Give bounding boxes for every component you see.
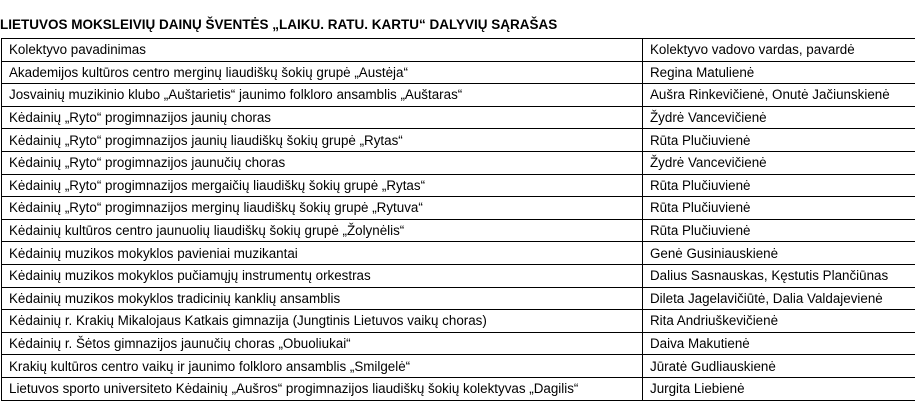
leader-name-cell: Dalius Sasnauskas, Kęstutis Plančiūnas: [643, 264, 915, 287]
document-title: LIETUVOS MOKSLEIVIŲ DAINŲ ŠVENTĖS „LAIKU. RATU. KARTU“ DALYVIŲ SĄRAŠAS: [0, 17, 558, 32]
leader-name-cell: Rūta Plučiuvienė: [643, 219, 915, 242]
table-row: [2, 129, 915, 152]
table-row: [2, 84, 915, 107]
header-leader-name: Kolektyvo vadovo vardas, pavardė: [643, 39, 915, 62]
ensemble-name-cell: Kėdainių muzikos mokyklos pavieniai muzikantai: [2, 242, 643, 265]
leader-name-cell: Žydrė Vancevičienė: [643, 106, 915, 129]
ensemble-name-cell: Kėdainių muzikos mokyklos pučiamųjų instrumentų orkestras: [2, 264, 643, 287]
leader-name-cell: Genė Gusiniauskienė: [643, 242, 915, 265]
table-row: [2, 174, 915, 197]
table-row: [2, 219, 915, 242]
leader-name-cell: Rita Andriuškevičienė: [643, 310, 915, 333]
table-row: [2, 61, 915, 84]
ensemble-name-cell: Akademijos kultūros centro merginų liaudiškų šokių grupė „Austėja“: [2, 61, 643, 84]
ensemble-name-cell: Kėdainių „Ryto“ progimnazijos jaunių liaudiškų šokių grupė „Rytas“: [2, 129, 643, 152]
ensemble-name-cell: Kėdainių „Ryto“ progimnazijos mergaičių liaudiškų šokių grupė „Rytas“: [2, 174, 643, 197]
leader-name-cell: Jūratė Gudliauskienė: [643, 355, 915, 378]
participants-table: [1, 38, 915, 401]
ensemble-name-cell: Kėdainių muzikos mokyklos tradicinių kanklių ansamblis: [2, 287, 643, 310]
table-row: [2, 377, 915, 400]
ensemble-name-cell: Kėdainių „Ryto“ progimnazijos jaunių choras: [2, 106, 643, 129]
ensemble-name-cell: Kėdainių kultūros centro jaunuolių liaudiškų šokių grupė „Žolynėlis“: [2, 219, 643, 242]
leader-name-cell: Regina Matulienė: [643, 61, 915, 84]
table-row: [2, 332, 915, 355]
leader-name-cell: Žydrė Vancevičienė: [643, 151, 915, 174]
leader-name-cell: Rūta Plučiuvienė: [643, 197, 915, 220]
table-row: [2, 151, 915, 174]
ensemble-name-cell: Lietuvos sporto universiteto Kėdainių „Aušros“ progimnazijos liaudiškų šokių kolektyvas „Dagilis“: [2, 377, 643, 400]
table-row: [2, 287, 915, 310]
table-row: [2, 242, 915, 265]
leader-name-cell: Aušra Rinkevičienė, Onutė Jačiunskienė: [643, 84, 915, 107]
ensemble-name-cell: Kėdainių r. Krakių Mikalojaus Katkais gimnazija (Jungtinis Lietuvos vaikų choras): [2, 310, 643, 333]
table-row: [2, 310, 915, 333]
table-row: [2, 197, 915, 220]
table-header-row: [2, 39, 915, 62]
ensemble-name-cell: Kėdainių „Ryto“ progimnazijos jaunučių choras: [2, 151, 643, 174]
ensemble-name-cell: Kėdainių r. Šėtos gimnazijos jaunučių choras „Obuoliukai“: [2, 332, 643, 355]
ensemble-name-cell: Krakių kultūros centro vaikų ir jaunimo folkloro ansamblis „Smilgelė“: [2, 355, 643, 378]
leader-name-cell: Dileta Jagelavičiūtė, Dalia Valdajevienė: [643, 287, 915, 310]
table-row: [2, 355, 915, 378]
leader-name-cell: Rūta Plučiuvienė: [643, 129, 915, 152]
leader-name-cell: Jurgita Liebienė: [643, 377, 915, 400]
ensemble-name-cell: Josvainių muzikinio klubo „Auštarietis“ jaunimo folkloro ansamblis „Auštaras“: [2, 84, 643, 107]
leader-name-cell: Rūta Plučiuvienė: [643, 174, 915, 197]
ensemble-name-cell: Kėdainių „Ryto“ progimnazijos merginų liaudiškų šokių grupė „Rytuva“: [2, 197, 643, 220]
leader-name-cell: Daiva Makutienė: [643, 332, 915, 355]
table-row: [2, 264, 915, 287]
header-ensemble-name: Kolektyvo pavadinimas: [2, 39, 643, 62]
table-row: [2, 106, 915, 129]
